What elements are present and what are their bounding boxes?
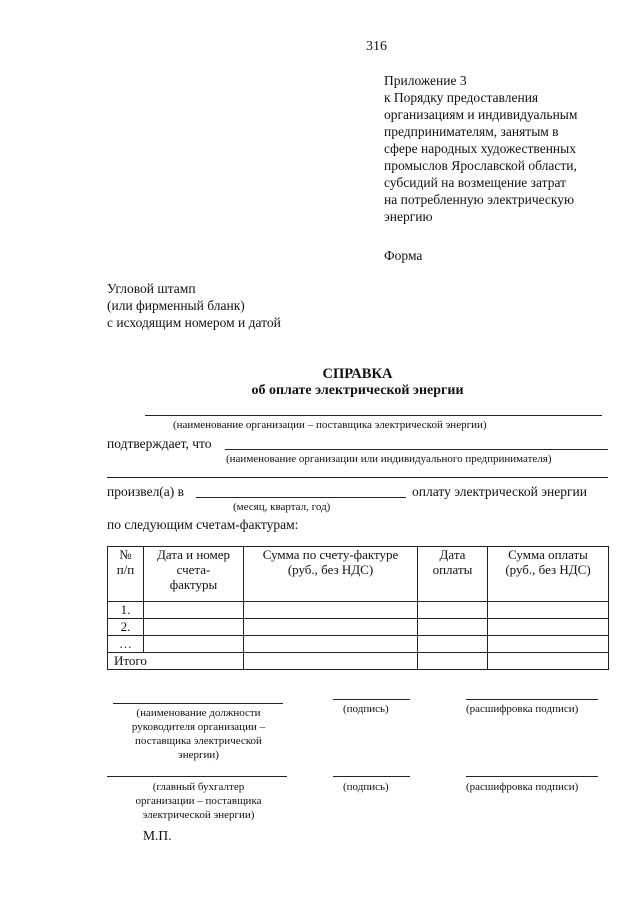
head-position-line[interactable] bbox=[113, 703, 283, 704]
header-invoice-date-number: Дата и номер счета- фактуры bbox=[144, 547, 244, 602]
appendix-line: субсидий на возмещение затрат bbox=[384, 175, 566, 190]
head-signature-line[interactable] bbox=[333, 699, 410, 700]
page-number: 316 bbox=[366, 39, 387, 54]
accountant-signature-caption: (подпись) bbox=[343, 781, 389, 793]
head-caption: (наименование должности руководителя организации – поставщика электрической энергии) bbox=[131, 707, 266, 761]
cell[interactable] bbox=[244, 602, 418, 619]
payment-label: оплату электрической энергии bbox=[412, 484, 587, 499]
corner-stamp-block bbox=[107, 280, 281, 331]
document-title: СПРАВКА bbox=[322, 366, 393, 382]
stamp-mark: М.П. bbox=[143, 828, 172, 843]
produced-label: произвел(а) в bbox=[107, 484, 185, 499]
row-number: 1. bbox=[108, 602, 144, 619]
cell[interactable] bbox=[418, 636, 488, 653]
accountant-decoding-caption: (расшифровка подписи) bbox=[466, 781, 579, 793]
accountant-line[interactable] bbox=[107, 776, 287, 777]
period-line[interactable] bbox=[196, 497, 406, 498]
appendix-line: на потребленную электрическую bbox=[384, 192, 575, 207]
table-total-row bbox=[108, 653, 609, 670]
head-signature-caption: (подпись) bbox=[343, 703, 389, 715]
appendix-line: организациям и индивидуальным bbox=[384, 107, 578, 122]
appendix-line: предпринимателям, занятым в bbox=[384, 124, 559, 139]
header-invoice-sum: Сумма по счету-фактуре (руб., без НДС) bbox=[244, 547, 418, 602]
cell[interactable] bbox=[488, 636, 609, 653]
cell[interactable] bbox=[418, 602, 488, 619]
stamp-line: (или фирменный бланк) bbox=[107, 298, 245, 313]
table-row bbox=[108, 602, 609, 619]
cell[interactable] bbox=[244, 653, 418, 670]
cell[interactable] bbox=[418, 653, 488, 670]
form-label: Форма bbox=[384, 248, 423, 263]
head-decoding-line[interactable] bbox=[466, 699, 598, 700]
confirms-label: подтверждает, что bbox=[107, 436, 212, 451]
appendix-line: сфере народных художественных bbox=[384, 141, 576, 156]
appendix-block bbox=[384, 72, 577, 225]
table-row bbox=[108, 636, 609, 653]
period-caption: (месяц, квартал, год) bbox=[233, 501, 331, 513]
cell[interactable] bbox=[144, 602, 244, 619]
appendix-line: к Порядку предоставления bbox=[384, 90, 539, 105]
cell[interactable] bbox=[244, 636, 418, 653]
cell[interactable] bbox=[244, 619, 418, 636]
header-number: № п/п bbox=[108, 547, 144, 602]
accountant-decoding-line[interactable] bbox=[466, 776, 598, 777]
invoices-table bbox=[107, 546, 609, 670]
invoices-label: по следующим счетам-фактурам: bbox=[107, 517, 299, 532]
payer-name-line[interactable] bbox=[225, 449, 608, 450]
header-payment-date: Дата оплаты bbox=[418, 547, 488, 602]
cell[interactable] bbox=[488, 602, 609, 619]
payer-name-line-2[interactable] bbox=[107, 477, 608, 478]
cell[interactable] bbox=[418, 619, 488, 636]
row-number: 2. bbox=[108, 619, 144, 636]
appendix-line: промыслов Ярославской области, bbox=[384, 158, 577, 173]
supplier-name-line[interactable] bbox=[145, 415, 602, 416]
table-row bbox=[108, 619, 609, 636]
cell[interactable] bbox=[488, 653, 609, 670]
stamp-line: с исходящим номером и датой bbox=[107, 315, 281, 330]
cell[interactable] bbox=[144, 619, 244, 636]
cell[interactable] bbox=[488, 619, 609, 636]
accountant-signature-line[interactable] bbox=[333, 776, 410, 777]
header-payment-sum: Сумма оплаты (руб., без НДС) bbox=[488, 547, 609, 602]
appendix-line: энергию bbox=[384, 209, 433, 224]
stamp-line: Угловой штамп bbox=[107, 281, 196, 296]
accountant-caption: (главный бухгалтер организации – поставщика электрической энергии) bbox=[135, 781, 262, 821]
row-number: … bbox=[108, 636, 144, 653]
total-label: Итого bbox=[108, 653, 244, 670]
appendix-line: Приложение 3 bbox=[384, 73, 467, 88]
document-subtitle: об оплате электрической энергии bbox=[251, 383, 464, 398]
head-decoding-caption: (расшифровка подписи) bbox=[466, 703, 579, 715]
table-header-row bbox=[108, 547, 609, 602]
payer-caption: (наименование организации или индивидуального предпринимателя) bbox=[226, 453, 552, 465]
cell[interactable] bbox=[144, 636, 244, 653]
supplier-caption: (наименование организации – поставщика электрической энергии) bbox=[173, 419, 487, 431]
